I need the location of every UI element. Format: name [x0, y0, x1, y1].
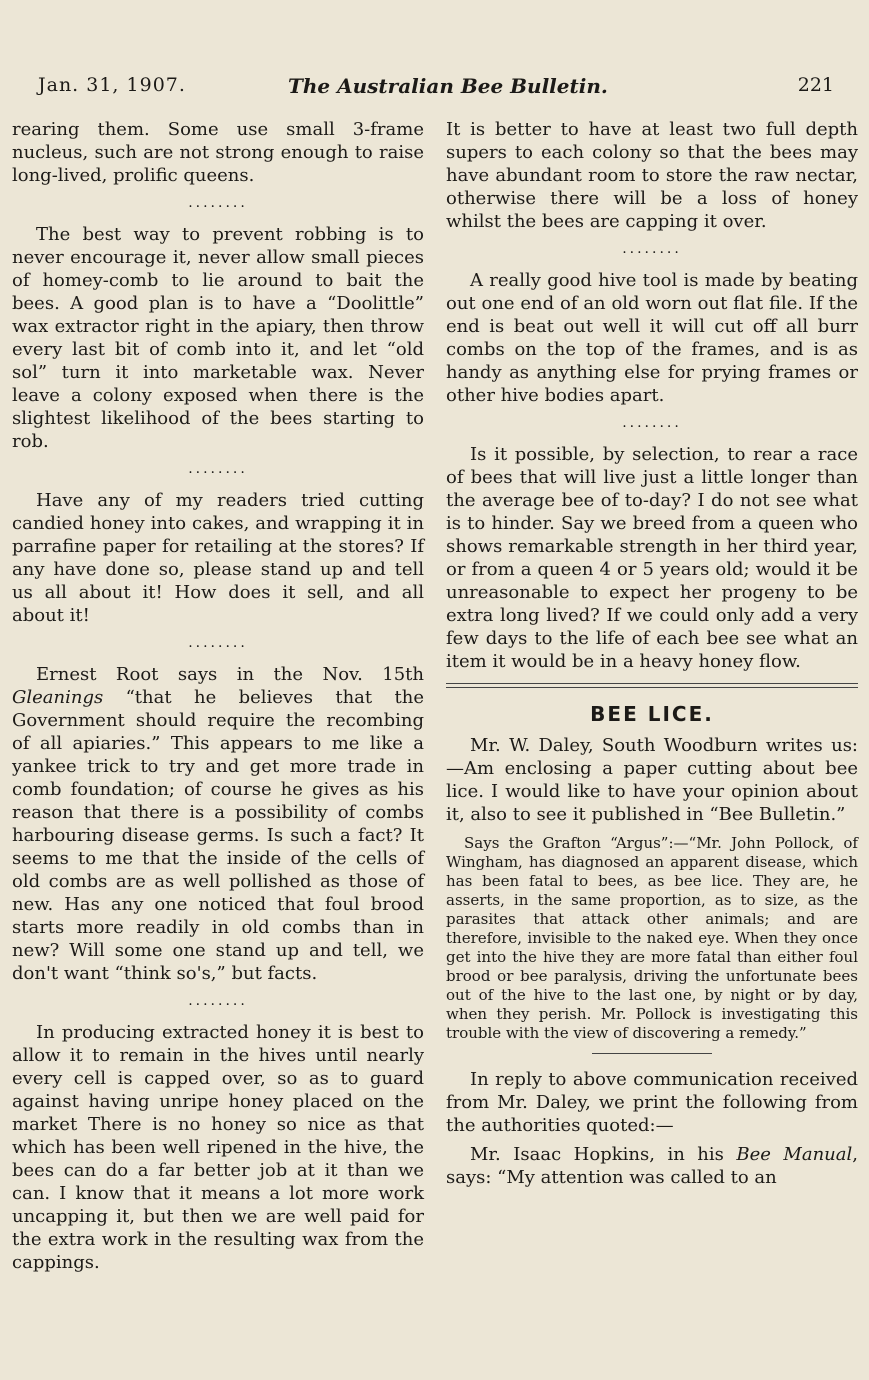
- text-run: , says: “My attention was called to an: [446, 1144, 858, 1188]
- section-separator: ........: [188, 993, 248, 1009]
- section-heading: BEE LICE.: [590, 702, 714, 726]
- publication-title: The Australian Bee Bulletin.: [288, 74, 608, 98]
- text-run: Mr. Isaac Hopkins, in his: [470, 1144, 737, 1165]
- short-rule: [592, 1053, 712, 1054]
- left-column: [12, 118, 424, 1274]
- section-separator: ........: [188, 635, 248, 651]
- paragraph: The best way to prevent robbing is to never encourage it, never allow small pieces of homey-comb to lie around to bait the bees. A good plan is to have a “Doolittle” wax extractor right in the apiary, then throw every last bit of comb into it, and let “old sol” turn it into marketable wax. Never leave a colony exposed when there is the slightest likelihood of the bees starting to rob.: [12, 224, 424, 452]
- paragraph: Mr. W. Daley, South Woodburn writes us:—Am enclosing a paper cutting about bee lice. I would like to have your opinion about it, also to see it published in “Bee Bulletin.”: [446, 735, 858, 825]
- section-separator: ........: [188, 461, 248, 477]
- right-column: [446, 118, 858, 1189]
- paragraph: rearing them. Some use small 3-frame nucleus, such are not strong enough to raise long-lived, prolific queens.: [12, 119, 424, 186]
- paragraph: A really good hive tool is made by beating out one end of an old worn out flat file. If the end is beat out well it will cut off all burr combs on the top of the frames, and is as handy as anything else for prying frames or other hive bodies apart.: [446, 270, 858, 406]
- text-run: “that he believes that the Government should require the recombing of all apiaries.” This appears to me like a yankee trick to try and get more trade in comb foundation; of course he gives as his reason that there is a possibility of combs harbouring disease germs. Is such a fact? It seems to me that the inside of the cells of old combs are as well pollished as those of new. Has any one noticed that foul brood starts more readily in old combs than in new? Will some one stand up and tell, we don't want “think so's,” but facts.: [12, 687, 424, 984]
- page-number: 221: [797, 74, 834, 96]
- section-separator: ........: [622, 241, 682, 257]
- paragraph: In producing extracted honey it is best to allow it to remain in the hives until nearly every cell is capped over, so as to guard against having unripe honey placed on the market There is no honey so nice as that which has been well ripened in the hive, the bees can do a far better job at it than we can. I know that it means a lot more work uncapping it, but then we are well paid for the extra work in the resulting wax from the cappings.: [12, 1022, 424, 1273]
- journal-title: Gleanings: [12, 687, 104, 708]
- paragraph: In reply to above communication received from Mr. Daley, we print the following from the authorities quoted:—: [446, 1069, 858, 1136]
- paragraph: [446, 1143, 858, 1189]
- paragraph: Have any of my readers tried cutting candied honey into cakes, and wrapping it in parrafine paper for retailing at the stores? If any have done so, please stand up and tell us all about it! How does it sell, and all about it!: [12, 490, 424, 626]
- paragraph: [12, 663, 424, 985]
- book-title: Bee Manual: [736, 1144, 853, 1165]
- paragraph: It is better to have at least two full depth supers to each colony so that the bees may have abundant room to store the raw nectar, otherwise there will be a loss of honey whilst the bees are capping it over.: [446, 119, 858, 232]
- issue-date: Jan. 31, 1907.: [38, 74, 186, 96]
- section-separator: ........: [622, 415, 682, 431]
- page-header: [38, 74, 834, 104]
- quoted-newspaper-excerpt: Says the Grafton “Argus”:—“Mr. John Pollock, of Wingham, has diagnosed an apparent disease, which has been fatal to bees, as bee lice. They are, he asserts, in the same proportion, as to size, as the parasites that attack other animals; and are therefore, invisible to the naked eye. When they once get into the hive they are more fatal than either foul brood or bee paralysis, driving the unfortunate bees out of the hive to the last one, by night or by day, when they perish. Mr. Pollock is investigating this trouble with the view of discovering a remedy.”: [446, 834, 858, 1042]
- double-rule: [446, 683, 858, 688]
- text-run: Ernest Root says in the Nov. 15th: [36, 664, 424, 685]
- paragraph: Is it possible, by selection, to rear a race of bees that will live just a little longer than the average bee of to-day? I do not see what is to hinder. Say we breed from a queen who shows remarkable strength in her third year, or from a queen 4 or 5 years old; would it be unreasonable to expect her progeny to be extra long lived? If we could only add a very few days to the life of each bee see what an item it would be in a heavy honey flow.: [446, 444, 858, 672]
- section-separator: ........: [188, 195, 248, 211]
